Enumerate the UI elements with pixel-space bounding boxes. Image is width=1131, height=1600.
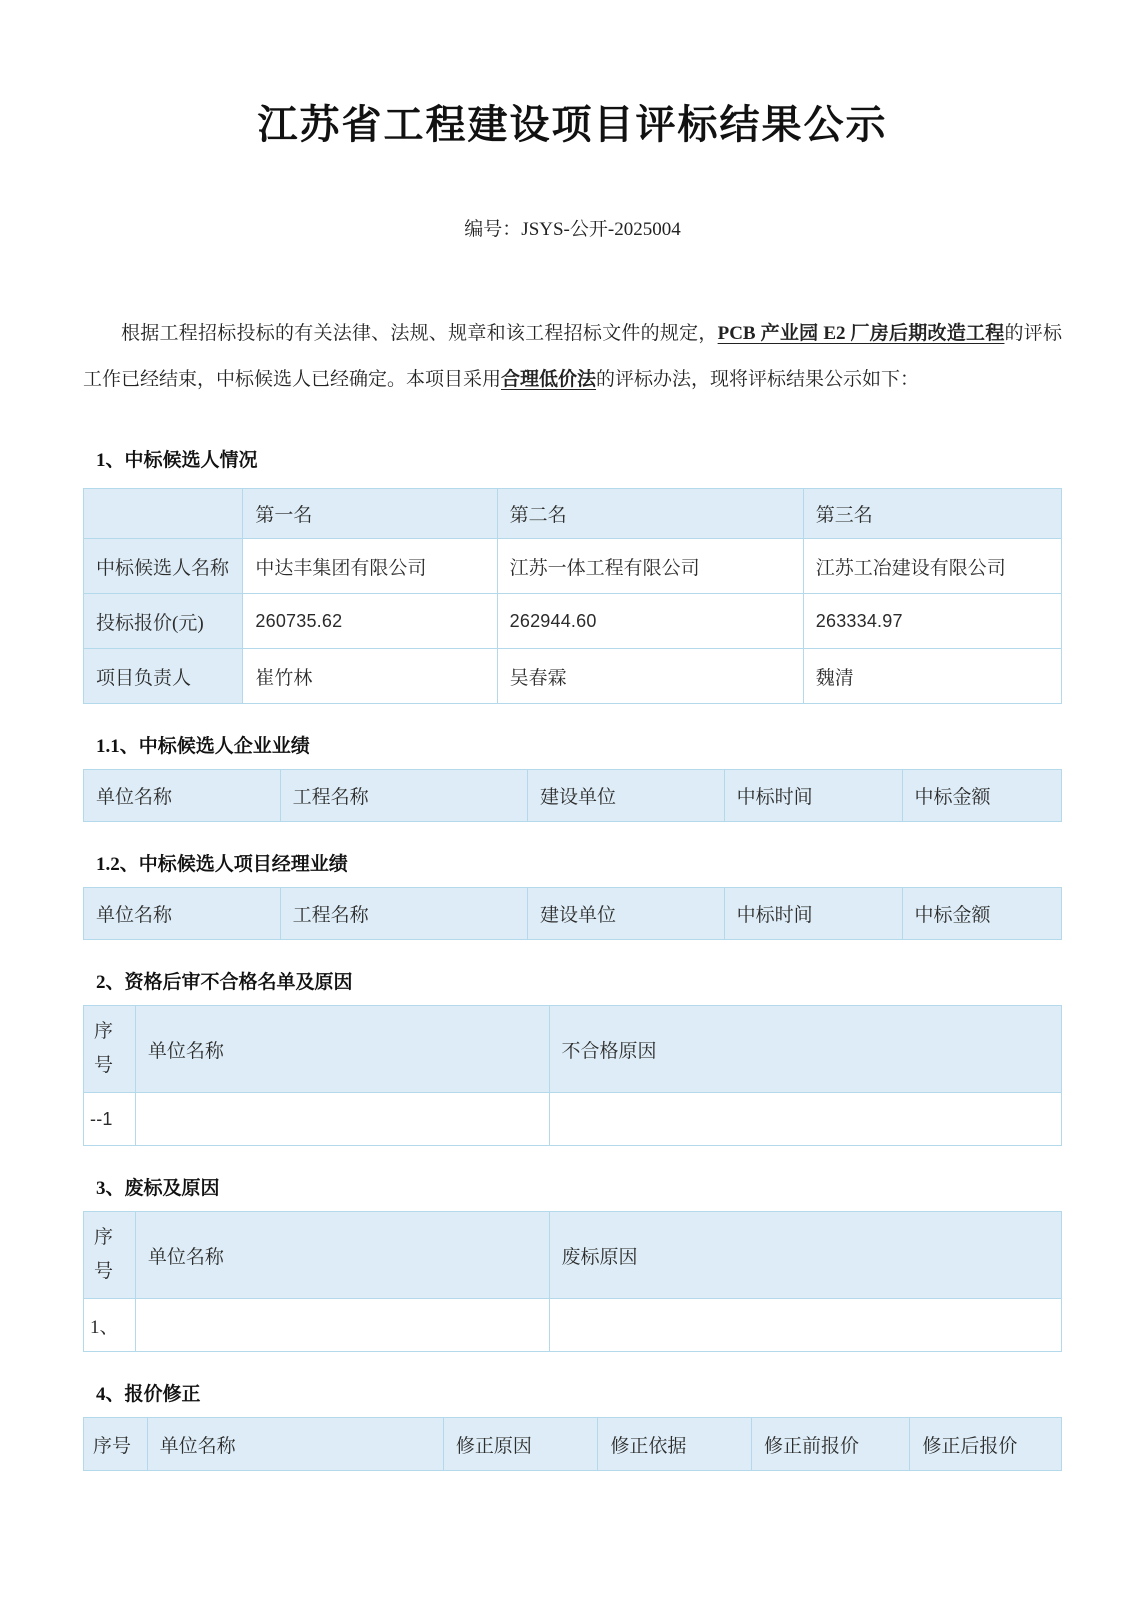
enterprise-performance-table	[83, 769, 1062, 822]
intro-text-1: 根据工程招标投标的有关法律、法规、规章和该工程招标文件的规定，	[121, 323, 718, 344]
price-correction-table	[83, 1417, 1062, 1471]
table-cell: 江苏一体工程有限公司	[497, 539, 803, 594]
table-header-row	[84, 1212, 1062, 1299]
column-header-correction-reason: 修正原因	[443, 1418, 598, 1471]
evaluation-method: 合理低价法	[501, 369, 597, 390]
table-cell	[135, 1093, 549, 1146]
column-header-second-place: 第二名	[497, 489, 803, 539]
disqualified-list-table	[83, 1005, 1062, 1146]
column-header-award-time: 中标时间	[724, 888, 902, 940]
table-cell: 中达丰集团有限公司	[243, 539, 497, 594]
column-header-blank	[84, 489, 243, 539]
table-cell: 262944.60	[497, 594, 803, 649]
table-row-bid-price	[84, 594, 1062, 649]
column-header-project-name: 工程名称	[280, 888, 527, 940]
intro-paragraph	[83, 311, 1062, 403]
column-header-correction-basis: 修正依据	[598, 1418, 752, 1471]
doc-number: 编号：JSYS-公开-2025004	[464, 219, 681, 240]
column-header-award-time: 中标时间	[724, 770, 902, 822]
column-header-unit-name: 单位名称	[84, 888, 281, 940]
table-header-row	[84, 770, 1062, 822]
column-header-disqualify-reason: 不合格原因	[549, 1006, 1061, 1093]
column-header-third-place: 第三名	[803, 489, 1061, 539]
intro-text-2: 的评标工作已经结束，中标候选人已经确定。本项目采用	[83, 323, 1062, 390]
project-manager-performance-table	[83, 887, 1062, 940]
section-3-heading: 3、废标及原因	[96, 1178, 220, 1199]
column-header-price-before: 修正前报价	[751, 1418, 909, 1471]
column-header-unit-name: 单位名称	[147, 1418, 443, 1471]
table-cell	[549, 1299, 1061, 1352]
table-row-project-leader	[84, 649, 1062, 704]
table-cell: 魏清	[803, 649, 1061, 704]
column-header-serial-number: 序号	[84, 1212, 136, 1299]
table-row	[84, 1093, 1062, 1146]
table-cell	[549, 1093, 1061, 1146]
column-header-project-name: 工程名称	[280, 770, 527, 822]
serial-number-cell: 1、	[84, 1299, 136, 1352]
column-header-price-after: 修正后报价	[910, 1418, 1062, 1471]
rejected-bids-table	[83, 1211, 1062, 1352]
table-header-row	[84, 1418, 1062, 1471]
column-header-serial-number: 序号	[84, 1418, 148, 1471]
section-1-2-heading: 1.2、中标候选人项目经理业绩	[96, 854, 348, 875]
column-header-unit-name: 单位名称	[84, 770, 281, 822]
column-header-rejection-reason: 废标原因	[549, 1212, 1061, 1299]
table-row-candidate-name	[84, 539, 1062, 594]
column-header-construction-unit: 建设单位	[528, 770, 725, 822]
column-header-first-place: 第一名	[243, 489, 497, 539]
row-label-cell: 中标候选人名称	[84, 539, 243, 594]
table-header-row	[84, 888, 1062, 940]
project-name: PCB 产业园 E2 厂房后期改造工程	[717, 323, 1005, 344]
column-header-unit-name: 单位名称	[135, 1006, 549, 1093]
section-1-heading: 1、中标候选人情况	[96, 450, 258, 471]
table-cell: 260735.62	[243, 594, 497, 649]
page-title: 江苏省工程建设项目评标结果公示	[257, 102, 888, 147]
column-header-unit-name: 单位名称	[135, 1212, 549, 1299]
intro-text-3: 的评标办法，现将评标结果公示如下：	[596, 369, 920, 390]
section-4-heading: 4、报价修正	[96, 1384, 201, 1405]
section-1-1-heading: 1.1、中标候选人企业业绩	[96, 736, 310, 757]
column-header-award-amount: 中标金额	[902, 888, 1061, 940]
table-row	[84, 1299, 1062, 1352]
table-header-row	[84, 489, 1062, 539]
table-header-row	[84, 1006, 1062, 1093]
column-header-serial-number: 序号	[84, 1006, 136, 1093]
table-cell: 263334.97	[803, 594, 1061, 649]
row-label-cell: 投标报价(元)	[84, 594, 243, 649]
table-cell: 崔竹林	[243, 649, 497, 704]
table-cell	[135, 1299, 549, 1352]
column-header-construction-unit: 建设单位	[528, 888, 725, 940]
row-label-cell: 项目负责人	[84, 649, 243, 704]
table-cell: 江苏工冶建设有限公司	[803, 539, 1061, 594]
candidates-table	[83, 488, 1062, 704]
table-cell: 吴春霖	[497, 649, 803, 704]
column-header-award-amount: 中标金额	[902, 770, 1061, 822]
serial-number-cell: --1	[84, 1093, 136, 1146]
section-2-heading: 2、资格后审不合格名单及原因	[96, 972, 353, 993]
